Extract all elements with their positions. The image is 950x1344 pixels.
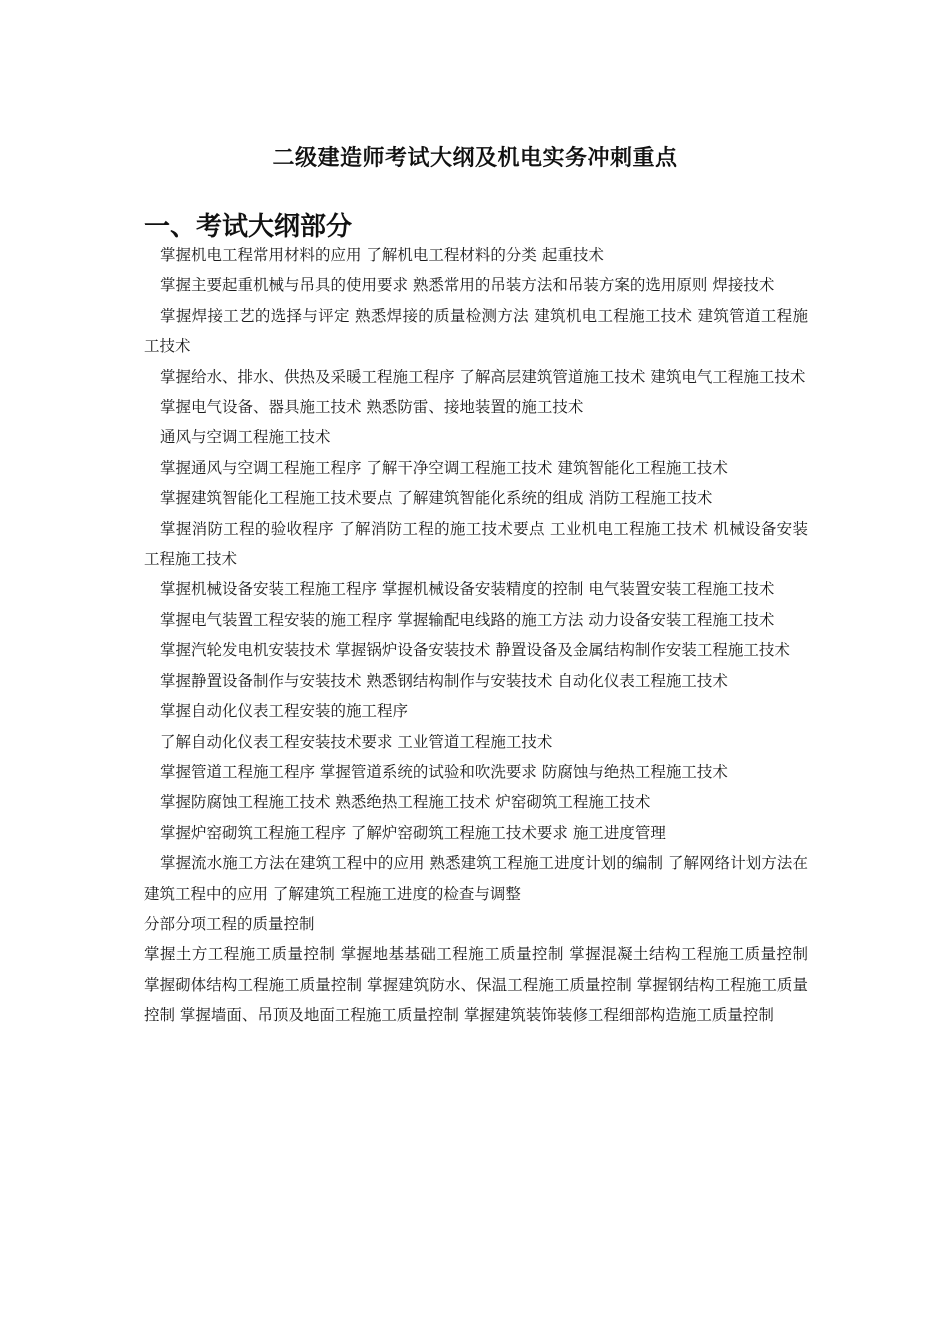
paragraph: 掌握通风与空调工程施工程序 了解干净空调工程施工技术 建筑智能化工程施工技术 — [160, 458, 728, 477]
paragraph: 掌握炉窑砌筑工程施工程序 了解炉窑砌筑工程施工技术要求 施工进度管理 — [160, 823, 666, 842]
paragraph: 掌握主要起重机械与吊具的使用要求 熟悉常用的吊装方法和吊装方案的选用原则 焊接技术 — [160, 276, 775, 295]
paragraph: 掌握焊接工艺的选择与评定 熟悉焊接的质量检测方法 建筑机电工程施工技术 建筑管道工程施工技术 — [144, 306, 808, 356]
paragraph: 掌握消防工程的验收程序 了解消防工程的施工技术要点 工业机电工程施工技术 机械设备安装工程施工技术 — [144, 519, 808, 569]
paragraph: 了解自动化仪表工程安装技术要求 工业管道工程施工技术 — [160, 732, 553, 751]
section-heading: 一、考试大纲部分 — [144, 212, 353, 242]
paragraph: 掌握机电工程常用材料的应用 了解机电工程材料的分类 起重技术 — [160, 246, 604, 264]
paragraph: 掌握流水施工方法在建筑工程中的应用 熟悉建筑工程施工进度计划的编制 了解网络计划方法在建筑工程中的应用 了解建筑工程施工进度的检查与调整 — [144, 854, 808, 903]
syllabus-body — [144, 240, 808, 1031]
paragraph: 掌握汽轮发电机安装技术 掌握锅炉设备安装技术 静置设备及金属结构制作安装工程施工技术 — [160, 641, 790, 660]
paragraph: 通风与空调工程施工技术 — [160, 428, 331, 447]
paragraph: 掌握给水、排水、供热及采暖工程施工程序 了解高层建筑管道施工技术 建筑电气工程施工技术 — [160, 367, 806, 386]
paragraph: 掌握建筑智能化工程施工技术要点 了解建筑智能化系统的组成 消防工程施工技术 — [160, 489, 713, 508]
paragraph: 掌握管道工程施工程序 掌握管道系统的试验和吹洗要求 防腐蚀与绝热工程施工技术 — [160, 762, 728, 781]
paragraph: 掌握机械设备安装工程施工程序 掌握机械设备安装精度的控制 电气装置安装工程施工技术 — [160, 580, 775, 599]
paragraph: 掌握电气装置工程安装的施工程序 掌握输配电线路的施工方法 动力设备安装工程施工技术 — [160, 610, 775, 629]
paragraph: 掌握静置设备制作与安装技术 熟悉钢结构制作与安装技术 自动化仪表工程施工技术 — [160, 671, 728, 690]
paragraph: 掌握自动化仪表工程安装的施工程序 — [160, 702, 409, 721]
document-title: 二级建造师考试大纲及机电实务冲刺重点 — [272, 146, 678, 171]
paragraph: 掌握防腐蚀工程施工技术 熟悉绝热工程施工技术 炉窑砌筑工程施工技术 — [160, 793, 651, 812]
paragraph: 分部分项工程的质量控制 — [144, 914, 315, 933]
paragraph: 掌握土方工程施工质量控制 掌握地基基础工程施工质量控制 掌握混凝土结构工程施工质量控制 掌握砌体结构工程施工质量控制 掌握建筑防水、保温工程施工质量控制 掌握钢结构工程施工质量控制 掌握墙面、吊顶及地面工程施工质量控制 掌握建筑装饰装修工程细部构造施工质量控制 — [144, 945, 808, 1025]
paragraph: 掌握电气设备、器具施工技术 熟悉防雷、接地装置的施工技术 — [160, 398, 584, 417]
